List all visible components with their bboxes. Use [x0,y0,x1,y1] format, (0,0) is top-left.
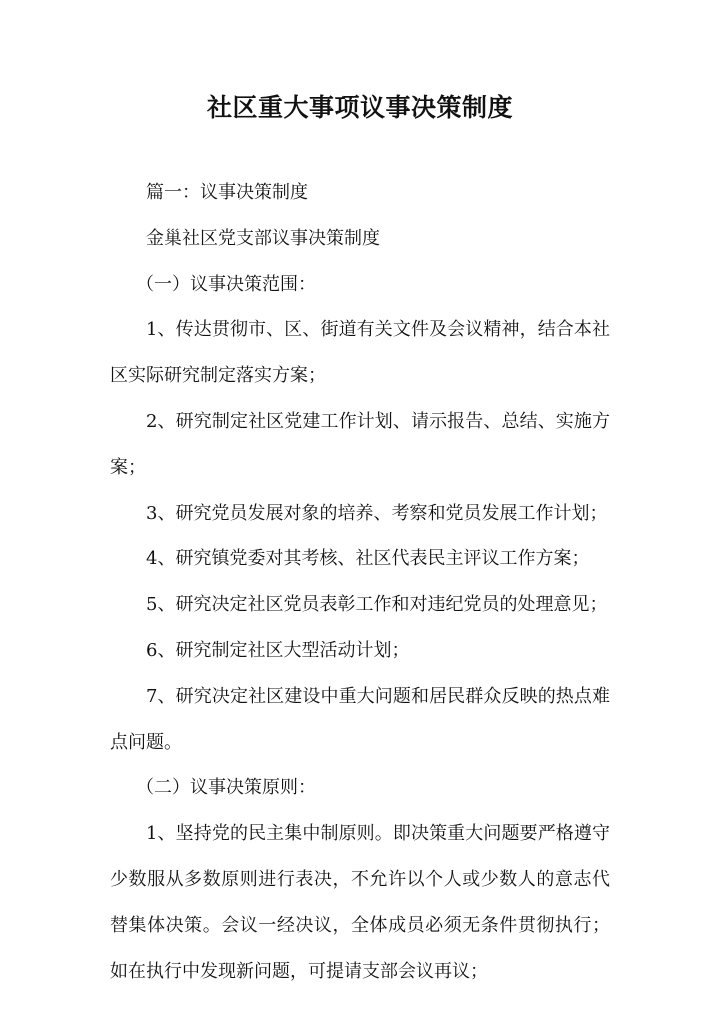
paragraph-scope-item-5: 5、研究决定社区党员表彰工作和对违纪党员的处理意见； [146,594,608,616]
paragraph-scope-item-1: 1、传达贯彻市、区、街道有关文件及会议精神，结合本社区实际研究制定落实方案； [110,319,610,387]
paragraph-principles-item-1: 1、坚持党的民主集中制原则。即决策重大问题要严格遵守少数服从多数原则进行表决，不允许以个人或少数人的意志代替集体决策。会议一经决议，全体成员必须无条件贯彻执行；如在执行中发现新问题，可提请支部会议再议； [110,823,610,982]
paragraph-scope-item-6: 6、研究制定社区大型活动计划； [146,639,410,661]
document-title: 社区重大事项议事决策制度 [206,93,513,122]
paragraph-section-heading: 篇一：议事决策制度 [146,182,308,203]
paragraph-subtitle: 金巢社区党支部议事决策制度 [146,227,380,249]
paragraph-principles-heading: （二）议事决策原则： [136,777,316,799]
paragraph-scope-heading: （一）议事决策范围： [136,273,316,295]
paragraph-scope-item-3: 3、研究党员发展对象的培养、考察和党员发展工作计划； [146,502,608,524]
document-body [110,170,610,994]
paragraph-scope-item-7: 7、研究决定社区建设中重大问题和居民群众反映的热点难点问题。 [110,685,610,753]
paragraph-scope-item-4: 4、研究镇党委对其考核、社区代表民主评议工作方案； [146,548,590,570]
paragraph-scope-item-2: 2、研究制定社区党建工作计划、请示报告、总结、实施方案； [110,410,610,478]
